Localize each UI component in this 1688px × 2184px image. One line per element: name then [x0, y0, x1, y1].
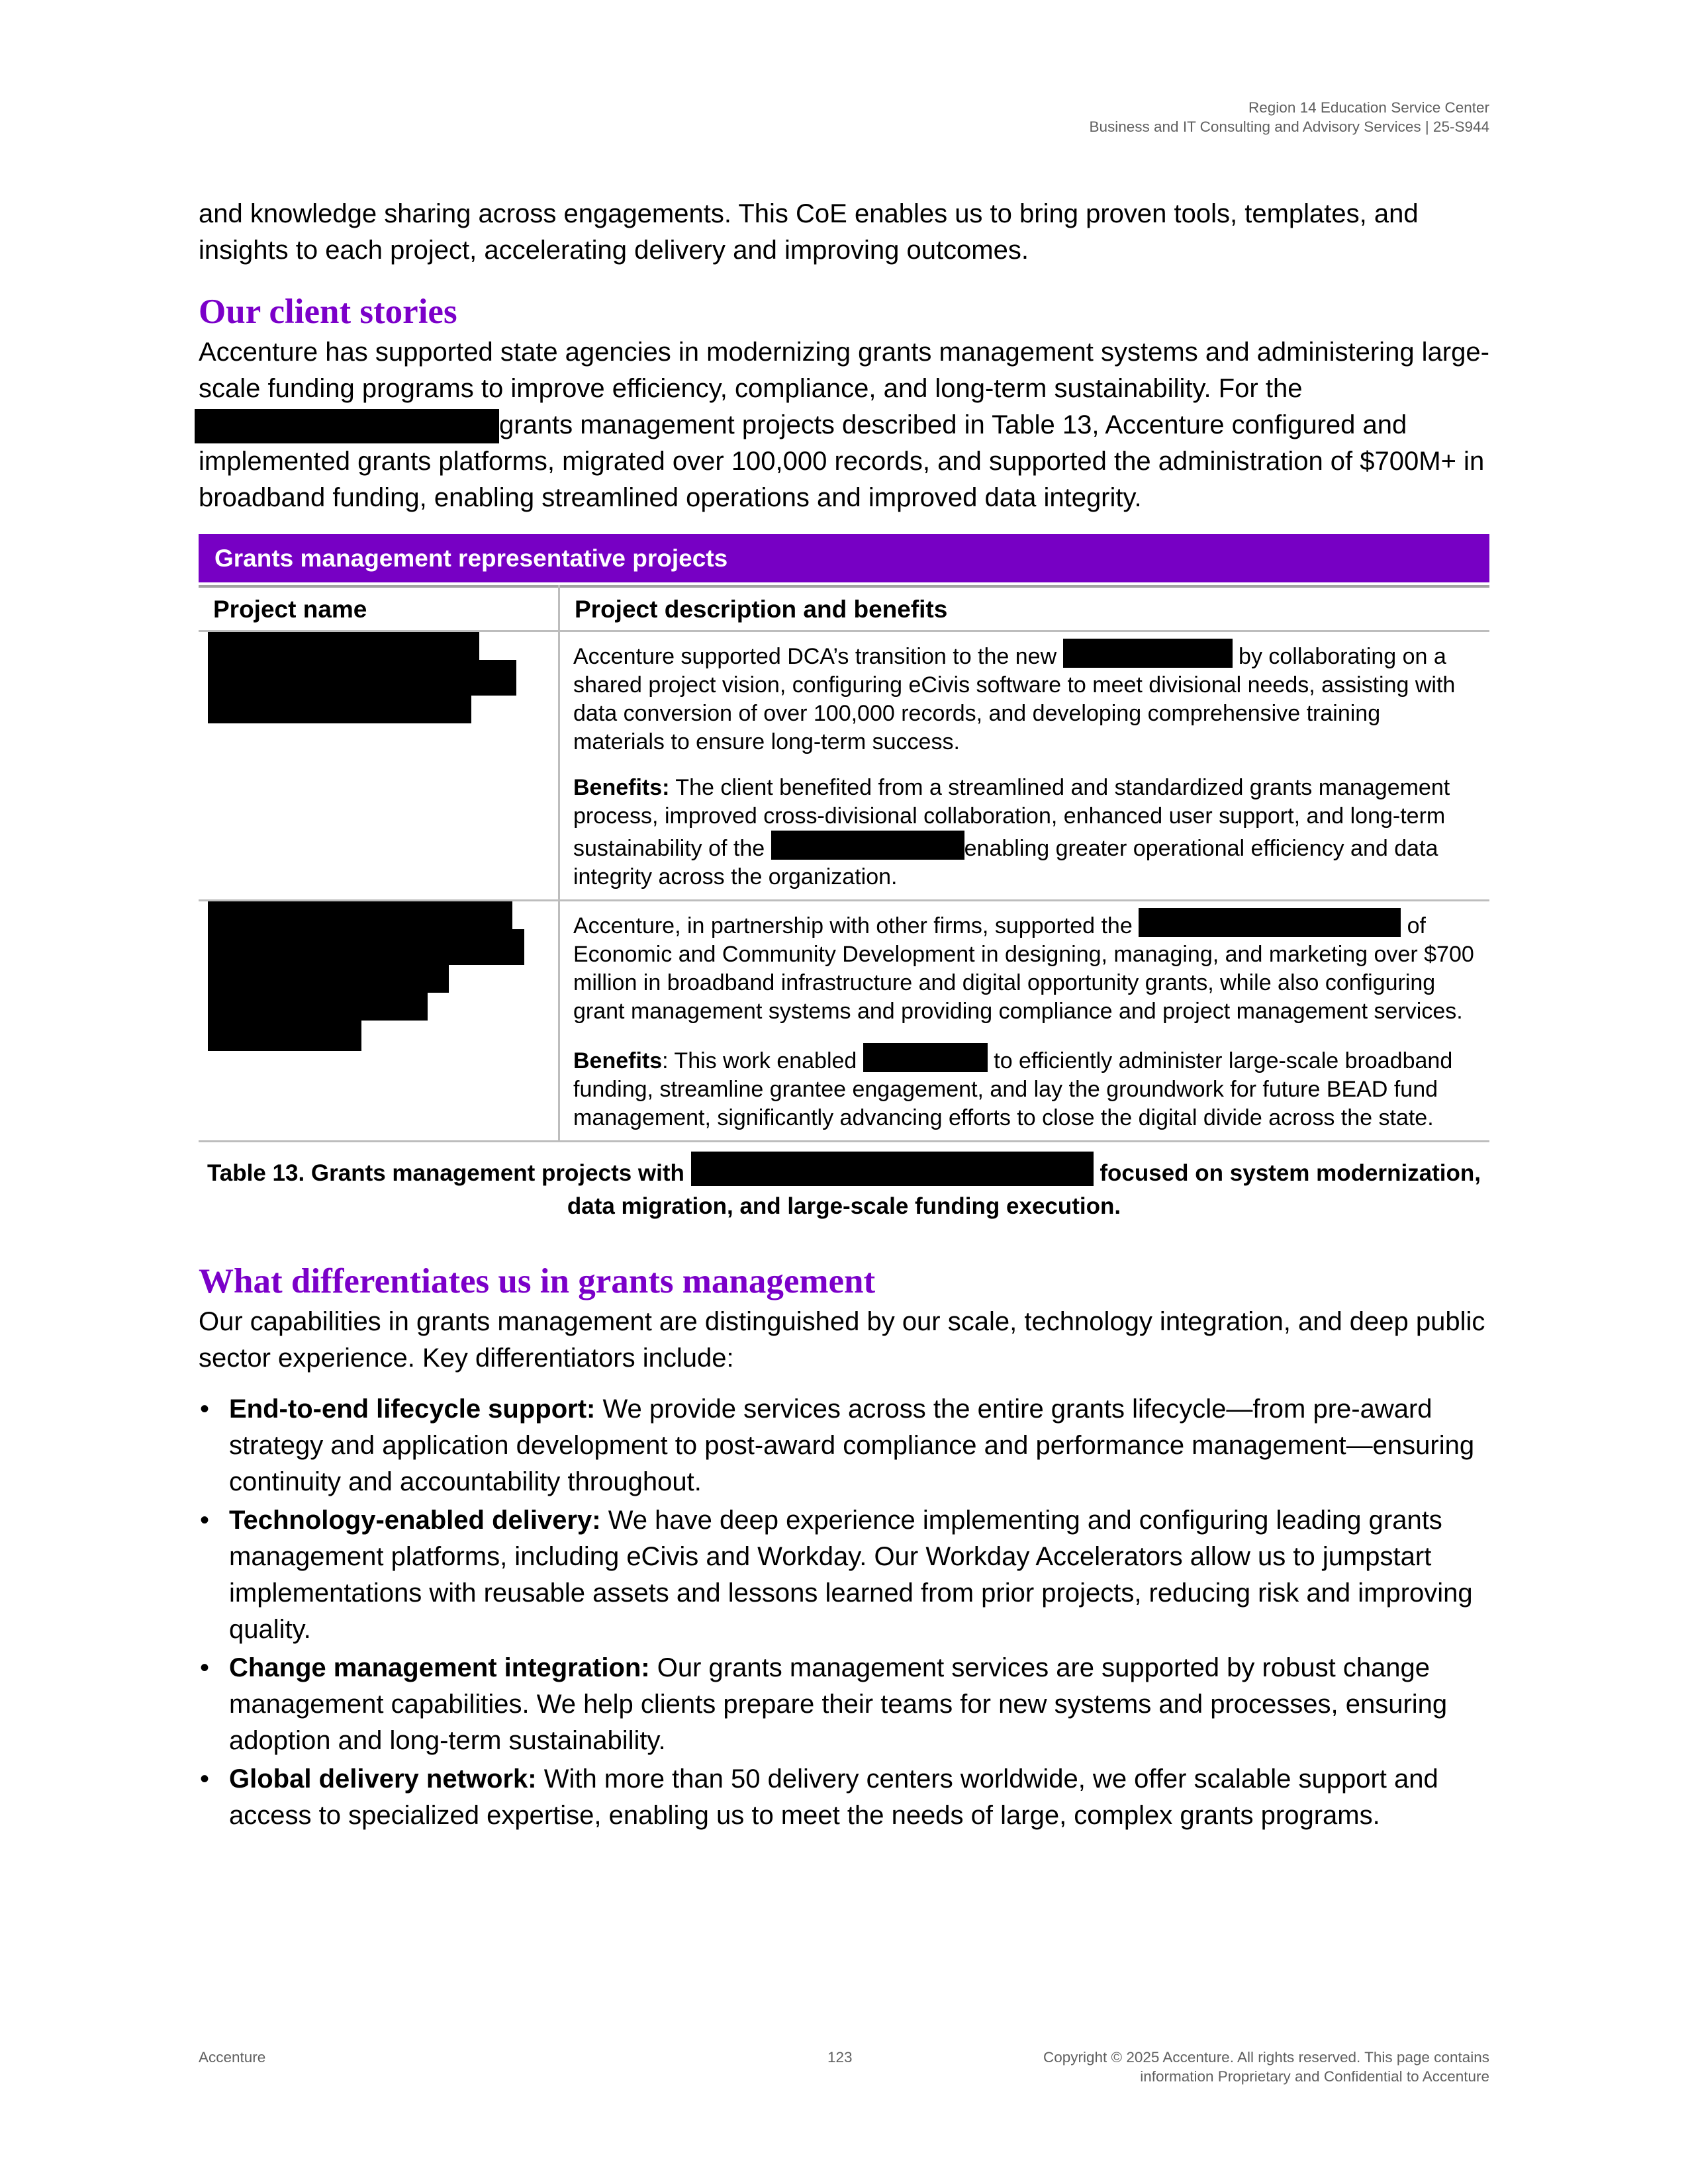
redacted-project-name [208, 632, 549, 723]
project-name-cell [199, 632, 558, 899]
description-text: Accenture, in partnership with other firms, supported the [573, 913, 1139, 939]
item-text: With more than 50 delivery centers worldwide, we offer scalable support and access to specialized expertise, enabling us to meet the needs of large, complex grants programs. [229, 1764, 1438, 1831]
caption-text: focused on system modernization, data migration, and large-scale funding execution. [567, 1160, 1481, 1220]
item-text: We have deep experience implementing and configuring leading grants management platforms, including eCivis and Workday. Our Workday Accelerators allow us to jumpstart implementations with reusable assets and lessons learned from prior projects, reducing risk and improving quality. [229, 1506, 1473, 1645]
redaction-block [208, 632, 479, 660]
item-text: We provide services across the entire grants lifecycle—from pre-award strategy and application development to post-award compliance and performance management—ensuring continuity and accountability throughout. [229, 1394, 1475, 1497]
benefits-label: Benefits: [573, 775, 670, 801]
client-stories-paragraph [199, 334, 1489, 516]
description-text: of Economic and Community Development in designing, managing, and marketing over $700 million in broadband infrastructure and digital opportunity grants, while also configuring grant management systems and providing compliance and project management services. [573, 913, 1474, 1024]
column-header-project-name: Project name [199, 585, 558, 632]
section-heading-client-stories: Our client stories [199, 293, 457, 331]
header-rfp-reference: Business and IT Consulting and Advisory Services | 25-S944 [1089, 118, 1489, 135]
redaction-block [1139, 908, 1401, 937]
column-header-description: Project description and benefits [558, 585, 1489, 632]
table-grid [199, 585, 1489, 1142]
redaction-block [208, 929, 524, 965]
redaction-block [863, 1043, 988, 1072]
list-item [199, 1761, 1489, 1834]
item-label: Technology-enabled delivery: [229, 1506, 601, 1535]
benefits-text: to efficiently administer large-scale broadband funding, streamline grantee engagement, and lay the groundwork for future BEAD fund management, significantly advancing efforts to close the digital divide across the state. [573, 1048, 1453, 1131]
list-item [199, 1391, 1489, 1500]
row-divider [199, 1140, 1489, 1142]
redaction-block [208, 1021, 361, 1051]
project-description-cell [558, 632, 1489, 899]
differentiators-intro: Our capabilities in grants management are distinguished by our scale, technology integration, and deep public sector experience. Key differentiators include: [199, 1307, 1485, 1373]
item-label: End-to-end lifecycle support: [229, 1394, 596, 1424]
item-label: Change management integration: [229, 1653, 650, 1683]
page-body [199, 196, 1489, 1836]
project-description-cell [558, 901, 1489, 1140]
benefits-label: Benefits [573, 1048, 663, 1074]
redaction-block [195, 409, 499, 443]
redacted-project-name [208, 901, 549, 1051]
redaction-block [1063, 639, 1233, 668]
redaction-block [208, 993, 428, 1021]
item-text: Our grants management services are supported by robust change management capabilities. We help clients prepare their teams for new systems and processes, ensuring adoption and long-term sustainability. [229, 1653, 1448, 1756]
item-label: Global delivery network: [229, 1764, 537, 1794]
benefits-text: : This work enabled [662, 1048, 863, 1074]
redaction-block [208, 965, 449, 993]
header-organization: Region 14 Education Service Center [1248, 99, 1489, 116]
footer-company: Accenture [199, 2049, 266, 2066]
redaction-block [208, 660, 516, 696]
table-title: Grants management representative projects [199, 534, 1489, 585]
project-name-cell [199, 901, 558, 1140]
redaction-block [208, 901, 512, 929]
description-text: by collaborating on a shared project vision, configuring eCivis software to meet divisional needs, assisting with data conversion of over 100,000 records, and developing comprehensive training materials to ensure long-term success. [573, 644, 1456, 755]
redaction-block [208, 696, 471, 723]
footer-page-number: 123 [827, 2049, 853, 2066]
project-description [573, 639, 1475, 756]
differentiators-list [199, 1391, 1489, 1834]
intro-paragraph: and knowledge sharing across engagements. This CoE enables us to bring proven tools, templates, and insights to each project, accelerating delivery and improving outcomes. [199, 199, 1419, 265]
benefits-text: enabling greater operational efficiency and data integrity across the organization. [573, 836, 1438, 890]
table-caption [199, 1152, 1489, 1223]
section-heading-differentiators: What differentiates us in grants management [199, 1262, 876, 1301]
redaction-block [691, 1152, 1094, 1186]
grants-projects-table [199, 534, 1489, 1223]
list-item [199, 1650, 1489, 1759]
client-stories-text-2: grants management projects described in Table 13, Accenture configured and implemented grants platforms, migrated over 100,000 records, and supported the administration of $700M+ in broadband funding, enabling streamlined operations and improved data integrity. [199, 410, 1485, 513]
project-description [573, 908, 1475, 1026]
project-benefits [573, 774, 1475, 891]
copyright-line: Copyright © 2025 Accenture. All rights reserved. This page contains [1043, 2049, 1489, 2066]
footer-copyright [1043, 2048, 1489, 2086]
redaction-block [771, 831, 964, 860]
list-item [199, 1502, 1489, 1648]
client-stories-text-1: Accenture has supported state agencies in modernizing grants management systems and administering large-scale funding programs to improve efficiency, compliance, and long-term sustainability. For the [199, 338, 1489, 403]
copyright-line: information Proprietary and Confidential to Accenture [1140, 2068, 1489, 2085]
caption-text: Table 13. Grants management projects with [207, 1160, 691, 1187]
project-benefits [573, 1043, 1475, 1132]
page-header [1089, 98, 1489, 136]
benefits-text: The client benefited from a streamlined and standardized grants management process, improved cross-divisional collaboration, enhanced user support, and long-term sustainability of the [573, 775, 1450, 862]
description-text: Accenture supported DCA’s transition to the new [573, 644, 1063, 670]
